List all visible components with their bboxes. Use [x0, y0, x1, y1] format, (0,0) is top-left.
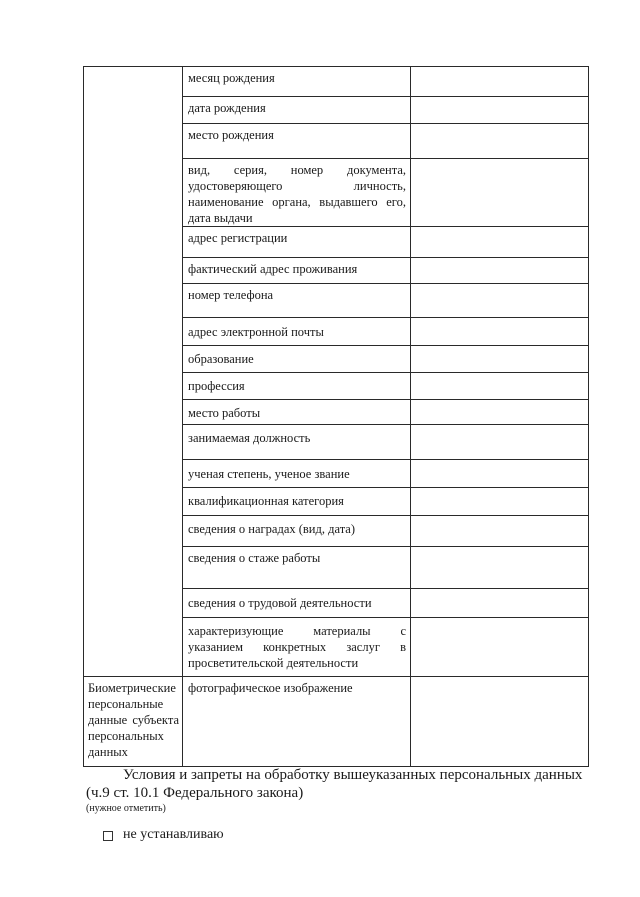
- conditions-note: (нужное отметить): [86, 803, 166, 814]
- field-label: профессия: [188, 379, 245, 393]
- category-cell-biometric: [84, 677, 183, 767]
- field-value-cell[interactable]: [411, 677, 589, 767]
- field-label-cell: [183, 589, 411, 618]
- field-label-cell: [183, 346, 411, 373]
- personal-data-table: [83, 66, 589, 767]
- field-label-cell: [183, 488, 411, 516]
- field-label-cell: [183, 516, 411, 547]
- field-value: [411, 516, 588, 519]
- field-value-cell[interactable]: [411, 618, 589, 677]
- field-value: [411, 589, 588, 592]
- option-label: не устанавливаю: [123, 827, 224, 842]
- table-row: [84, 677, 589, 767]
- field-label: сведения о трудовой деятельности: [188, 596, 372, 610]
- field-label-cell: [183, 318, 411, 346]
- field-value-cell[interactable]: [411, 284, 589, 318]
- field-value: [411, 677, 588, 680]
- field-value-cell[interactable]: [411, 227, 589, 258]
- field-value: [411, 97, 588, 100]
- field-value-cell[interactable]: [411, 460, 589, 488]
- field-label: дата рождения: [188, 101, 266, 115]
- field-label: месяц рождения: [188, 71, 275, 85]
- field-value: [411, 488, 588, 491]
- field-value-cell[interactable]: [411, 318, 589, 346]
- field-value: [411, 67, 588, 70]
- field-label: место рождения: [188, 128, 274, 142]
- field-value-cell[interactable]: [411, 589, 589, 618]
- field-label: образование: [188, 352, 254, 366]
- field-label: место работы: [188, 406, 261, 420]
- field-value: [411, 124, 588, 127]
- field-label-cell: [183, 425, 411, 460]
- category-cell-continued: [84, 67, 183, 677]
- field-value-cell[interactable]: [411, 547, 589, 589]
- checkbox[interactable]: [103, 831, 113, 841]
- field-label: квалификационная категория: [188, 494, 344, 508]
- field-value-cell[interactable]: [411, 425, 589, 460]
- field-value: [411, 227, 588, 230]
- field-value-cell[interactable]: [411, 124, 589, 159]
- field-label-cell: [183, 547, 411, 589]
- option-not-establish[interactable]: [103, 827, 224, 843]
- field-label: занимаемая должность: [188, 431, 311, 445]
- field-value: [411, 400, 588, 403]
- field-value-cell[interactable]: [411, 400, 589, 425]
- field-value-cell[interactable]: [411, 373, 589, 400]
- field-label-cell: [183, 258, 411, 284]
- field-label-cell: [183, 67, 411, 97]
- field-value-cell[interactable]: [411, 488, 589, 516]
- field-value: [411, 346, 588, 349]
- field-label-cell: [183, 284, 411, 318]
- field-label: фактический адрес проживания: [188, 262, 358, 276]
- field-label-cell: [183, 124, 411, 159]
- conditions-heading: Условия и запреты на обработку вышеуказанных персональных данных (ч.9 ст. 10.1 Федерального закона): [86, 767, 583, 801]
- field-label: адрес электронной почты: [188, 325, 324, 339]
- field-label-cell: [183, 97, 411, 124]
- field-value: [411, 460, 588, 463]
- field-label-cell: [183, 159, 411, 227]
- field-value: [411, 618, 588, 621]
- field-value: [411, 373, 588, 376]
- field-label: сведения о стаже работы: [188, 551, 321, 565]
- field-value: [411, 318, 588, 321]
- field-value: [411, 425, 588, 428]
- field-label: ученая степень, ученое звание: [188, 467, 350, 481]
- field-label-cell: [183, 677, 411, 767]
- field-value-cell[interactable]: [411, 258, 589, 284]
- field-label: фотографическое изображение: [188, 681, 353, 695]
- field-label-cell: [183, 373, 411, 400]
- field-value-cell[interactable]: [411, 97, 589, 124]
- category-label: Биометрические персональные данные субъекта персональных данных: [88, 681, 179, 759]
- table-row: [84, 67, 589, 97]
- field-value: [411, 159, 588, 162]
- field-label: номер телефона: [188, 288, 274, 302]
- field-value-cell[interactable]: [411, 516, 589, 547]
- field-label-cell: [183, 400, 411, 425]
- field-label-cell: [183, 227, 411, 258]
- field-label: вид, серия, номер документа, удостоверяющего личность, наименование органа, выдавшего его, дата выдачи: [188, 163, 406, 225]
- field-label: сведения о наградах (вид, дата): [188, 522, 356, 536]
- field-value-cell[interactable]: [411, 67, 589, 97]
- field-value: [411, 547, 588, 550]
- field-value-cell[interactable]: [411, 346, 589, 373]
- field-label: характеризующие материалы с указанием конкретных заслуг в просветительской деятельности: [188, 624, 406, 670]
- field-value: [411, 284, 588, 287]
- field-value-cell[interactable]: [411, 159, 589, 227]
- field-value: [411, 258, 588, 261]
- field-label-cell: [183, 618, 411, 677]
- field-label-cell: [183, 460, 411, 488]
- field-label: адрес регистрации: [188, 231, 288, 245]
